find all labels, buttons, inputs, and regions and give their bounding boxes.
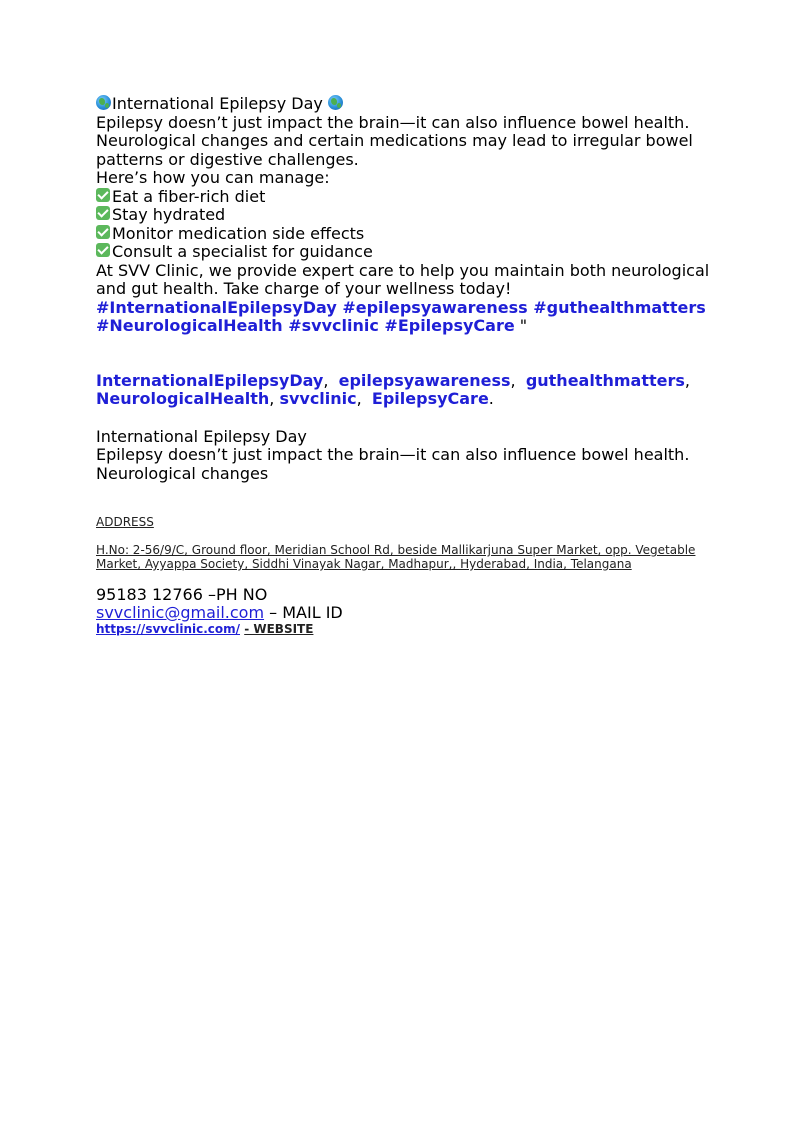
tag-link[interactable]: guthealthmatters bbox=[525, 370, 685, 390]
post-closing: At SVV Clinic, we provide expert care to help you maintain both neurological and gut health. Take charge of your wellness today! bbox=[96, 260, 710, 298]
check-mark-icon bbox=[96, 188, 110, 202]
email-row: svvclinic@gmail.com – MAIL ID bbox=[96, 603, 343, 622]
manage-heading: Here’s how you can manage: bbox=[96, 168, 330, 187]
tip-item: Consult a specialist for guidance bbox=[96, 243, 716, 262]
check-mark-icon bbox=[96, 243, 110, 257]
address-text: H.No: 2-56/9/C, Ground floor, Meridian School Rd, beside Mallikarjuna Super Market, opp. Vegetable Market, Ayyappa Society, Siddhi Vinayak Nagar, Madhapur,, Hyderabad, India, Telangana bbox=[96, 543, 696, 571]
website-row: https://svvclinic.com/ - WEBSITE bbox=[96, 622, 314, 636]
post-title: International Epilepsy Day bbox=[112, 94, 323, 113]
tag-link[interactable]: epilepsyawareness bbox=[338, 370, 511, 390]
hashtags-line: #InternationalEpilepsyDay #epilepsyawareness #guthealthmatters bbox=[96, 297, 706, 317]
tip-item: Stay hydrated bbox=[96, 206, 716, 225]
summary-block bbox=[96, 428, 716, 484]
check-mark-icon bbox=[96, 225, 110, 239]
tag-links: InternationalEpilepsyDay, epilepsyawareness, guthealthmatters, NeurologicalHealth, svvclinic, EpilepsyCare. bbox=[96, 370, 690, 408]
tag-link[interactable]: NeurologicalHealth bbox=[96, 389, 270, 408]
tip-item: Monitor medication side effects bbox=[96, 225, 716, 244]
check-mark-icon bbox=[96, 206, 110, 220]
globe-icon bbox=[96, 95, 111, 110]
summary-line: Neurological changes bbox=[96, 463, 269, 483]
tip-item: Eat a fiber-rich diet bbox=[96, 188, 716, 207]
globe-icon bbox=[328, 95, 343, 110]
tag-link[interactable]: svvclinic bbox=[279, 389, 357, 408]
hashtags-line: #NeurologicalHealth #svvclinic #EpilepsyCare " bbox=[96, 316, 528, 335]
website-link[interactable]: https://svvclinic.com/ bbox=[96, 622, 241, 636]
tag-link[interactable]: EpilepsyCare bbox=[371, 389, 489, 408]
summary-line: Epilepsy doesn’t just impact the brain—it can also influence bowel health. bbox=[96, 445, 690, 464]
address-label: ADDRESS bbox=[96, 515, 154, 529]
email-link[interactable]: svvclinic@gmail.com bbox=[96, 603, 265, 622]
phone-number: 95183 12766 –PH NO bbox=[96, 585, 268, 604]
document-page bbox=[96, 95, 716, 636]
post-intro: Epilepsy doesn’t just impact the brain—it can also influence bowel health. Neurological changes and certain medications may lead to irregular bowel patterns or digestive challenges. bbox=[96, 112, 693, 169]
tag-link[interactable]: InternationalEpilepsyDay bbox=[96, 370, 324, 390]
summary-title: International Epilepsy Day bbox=[96, 426, 307, 446]
post-title-row bbox=[96, 95, 716, 114]
